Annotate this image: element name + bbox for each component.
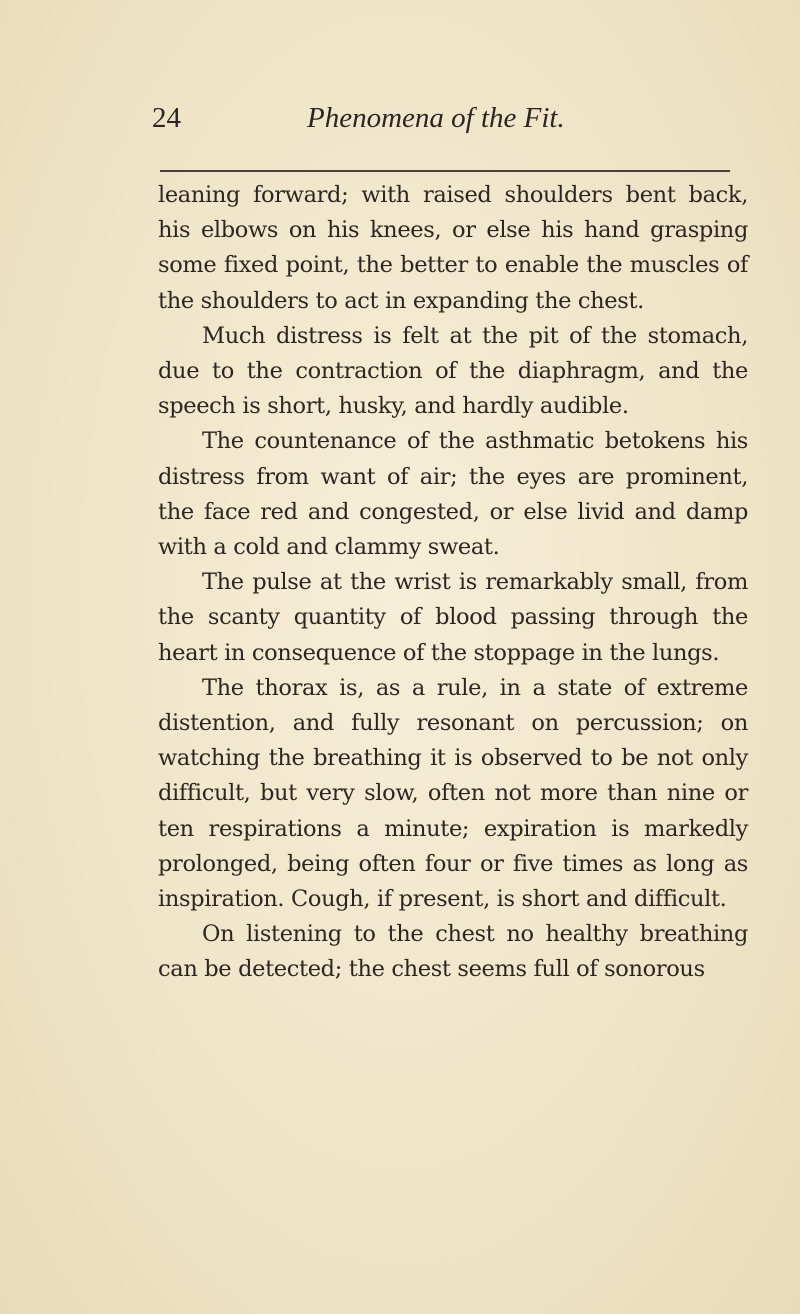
paragraph: Much distress is felt at the pit of the stomach, due to the contraction of the diaphragm, and the speech is short, husky, and hardly audible. <box>158 322 748 420</box>
header-rule <box>160 170 730 172</box>
paragraph: leaning forward; with raised shoulders bent back, his elbows on his knees, or else his hand grasping some fixed point, the better to enable the muscles of the shoulders to act in expanding the chest. <box>158 182 748 314</box>
paragraph: The pulse at the wrist is remarkably small, from the scanty quantity of blood passing through the heart in consequence of the stoppage in the lungs. <box>158 569 748 666</box>
running-head <box>152 98 742 148</box>
page-number: 24 <box>152 102 181 134</box>
running-title: Phenomena of the Fit. <box>307 102 565 134</box>
paragraph: On listening to the chest no healthy breathing can be detected; the chest seems full of sonorous <box>158 921 748 983</box>
paragraph: The countenance of the asthmatic betokens his distress from want of air; the eyes are prominent, the face red and congested, or else livid and damp with a cold and clammy sweat. <box>158 428 748 561</box>
body-text <box>158 178 748 988</box>
paragraph: The thorax is, as a rule, in a state of extreme distention, and fully resonant on percussion; on watching the breathing it is observed to be not only difficult, but very slow, often not more than nine or ten respirations a minute; expiration is markedly prolonged, being often four or five times as long as inspiration. Cough, if present, is short and difficult. <box>158 674 748 913</box>
